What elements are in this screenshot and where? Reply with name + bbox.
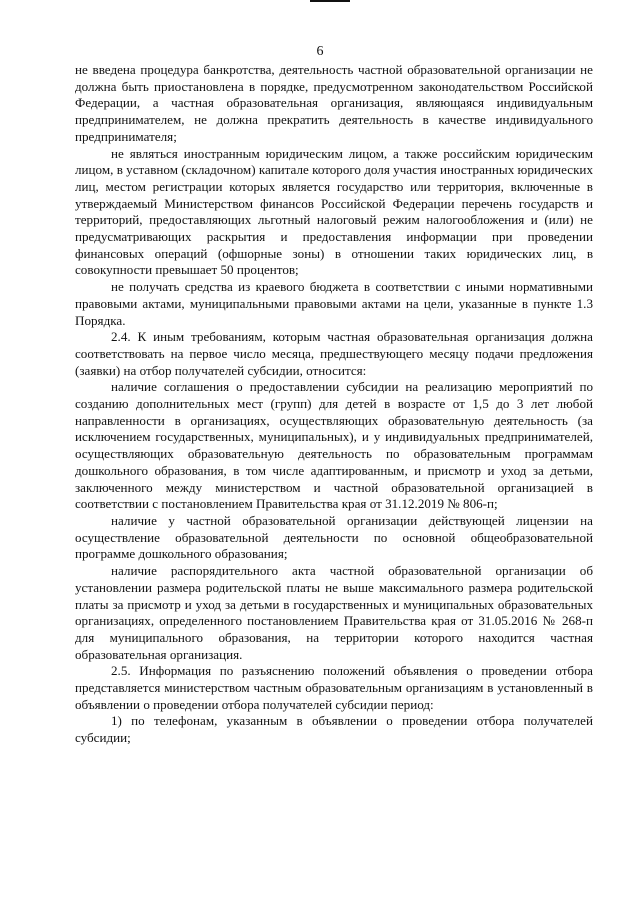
top-rule — [310, 0, 350, 2]
paragraph-no-regional-funds: не получать средства из краевого бюджета в соответствии с иными нормативными правовыми актами, муниципальными правовыми актами на цели, указанные в пункте 1.3 Порядка. — [75, 279, 593, 328]
paragraph-foreign-entity: не являться иностранным юридическим лицом, а также российским юридическим лицом, в уставном (складочном) капитале которого доля участия иностранных юридических лиц, местом регистрации которых является государство или территория, включенные в утверждаемый Министерством финансов Российской Федерации перечень государств и территорий, предоставляющих льготный налоговый режим налогообложения и (или) не предусматривающих раскрытия и предоставления информации при проведении финансовых операций (офшорные зоны) в отношении таких юридических лиц, в совокупности превышает 50 процентов; — [75, 145, 593, 278]
paragraph-2-4: 2.4. К иным требованиям, которым частная образовательная организация должна соответствовать на первое число месяца, предшествующего месяцу подачи предложения (заявки) на отбор получателей субсидии, относится: — [75, 329, 593, 378]
paragraph-parental-fee: наличие распорядительного акта частной образовательной организации об установлении размера родительской платы не выше максимального размера родительской платы за присмотр и уход за детьми в государственных и муниципальных образовательных организациях, определенного постановлением Правительства края от 31.05.2016 № 268-п для муниципального образования, на территории которого находится частная образовательная организация. — [75, 563, 593, 662]
document-body — [75, 62, 593, 747]
paragraph-by-phone: 1) по телефонам, указанным в объявлении о проведении отбора получателей субсидии; — [75, 713, 593, 746]
paragraph-subsidy-agreement: наличие соглашения о предоставлении субсидии на реализацию мероприятий по созданию дополнительных мест (групп) для детей в возрасте от 1,5 до 3 лет любой направленности в организациях, осуществляющих образовательную деятельность (за исключением государственных, муниципальных), и у индивидуальных предпринимателей, осуществляющих образовательную деятельность по образовательным программам дошкольного образования, в том числе адаптированным, и присмотр и уход за детьми, заключенного между министерством и частной образовательной организацией в соответствии с постановлением Правительства края от 31.12.2019 № 806-п; — [75, 379, 593, 512]
page-number: 6 — [316, 44, 324, 59]
paragraph-license: наличие у частной образовательной организации действующей лицензии на осуществление образовательной деятельности по основной общеобразовательной программе дошкольного образования; — [75, 512, 593, 562]
paragraph-2-5: 2.5. Информация по разъяснению положений объявления о проведении отбора представляется министерством частным образовательным организациям в установленный в объявлении о проведении отбора получателей субсидии период: — [75, 663, 593, 712]
paragraph-bankruptcy: не введена процедура банкротства, деятельность частной образовательной организации не должна быть приостановлена в порядке, предусмотренном законодательством Российской Федерации, а частная образовательная организация, являющаяся индивидуальным предпринимателем, не должна прекратить деятельность в качестве индивидуального предпринимателя; — [75, 62, 593, 144]
